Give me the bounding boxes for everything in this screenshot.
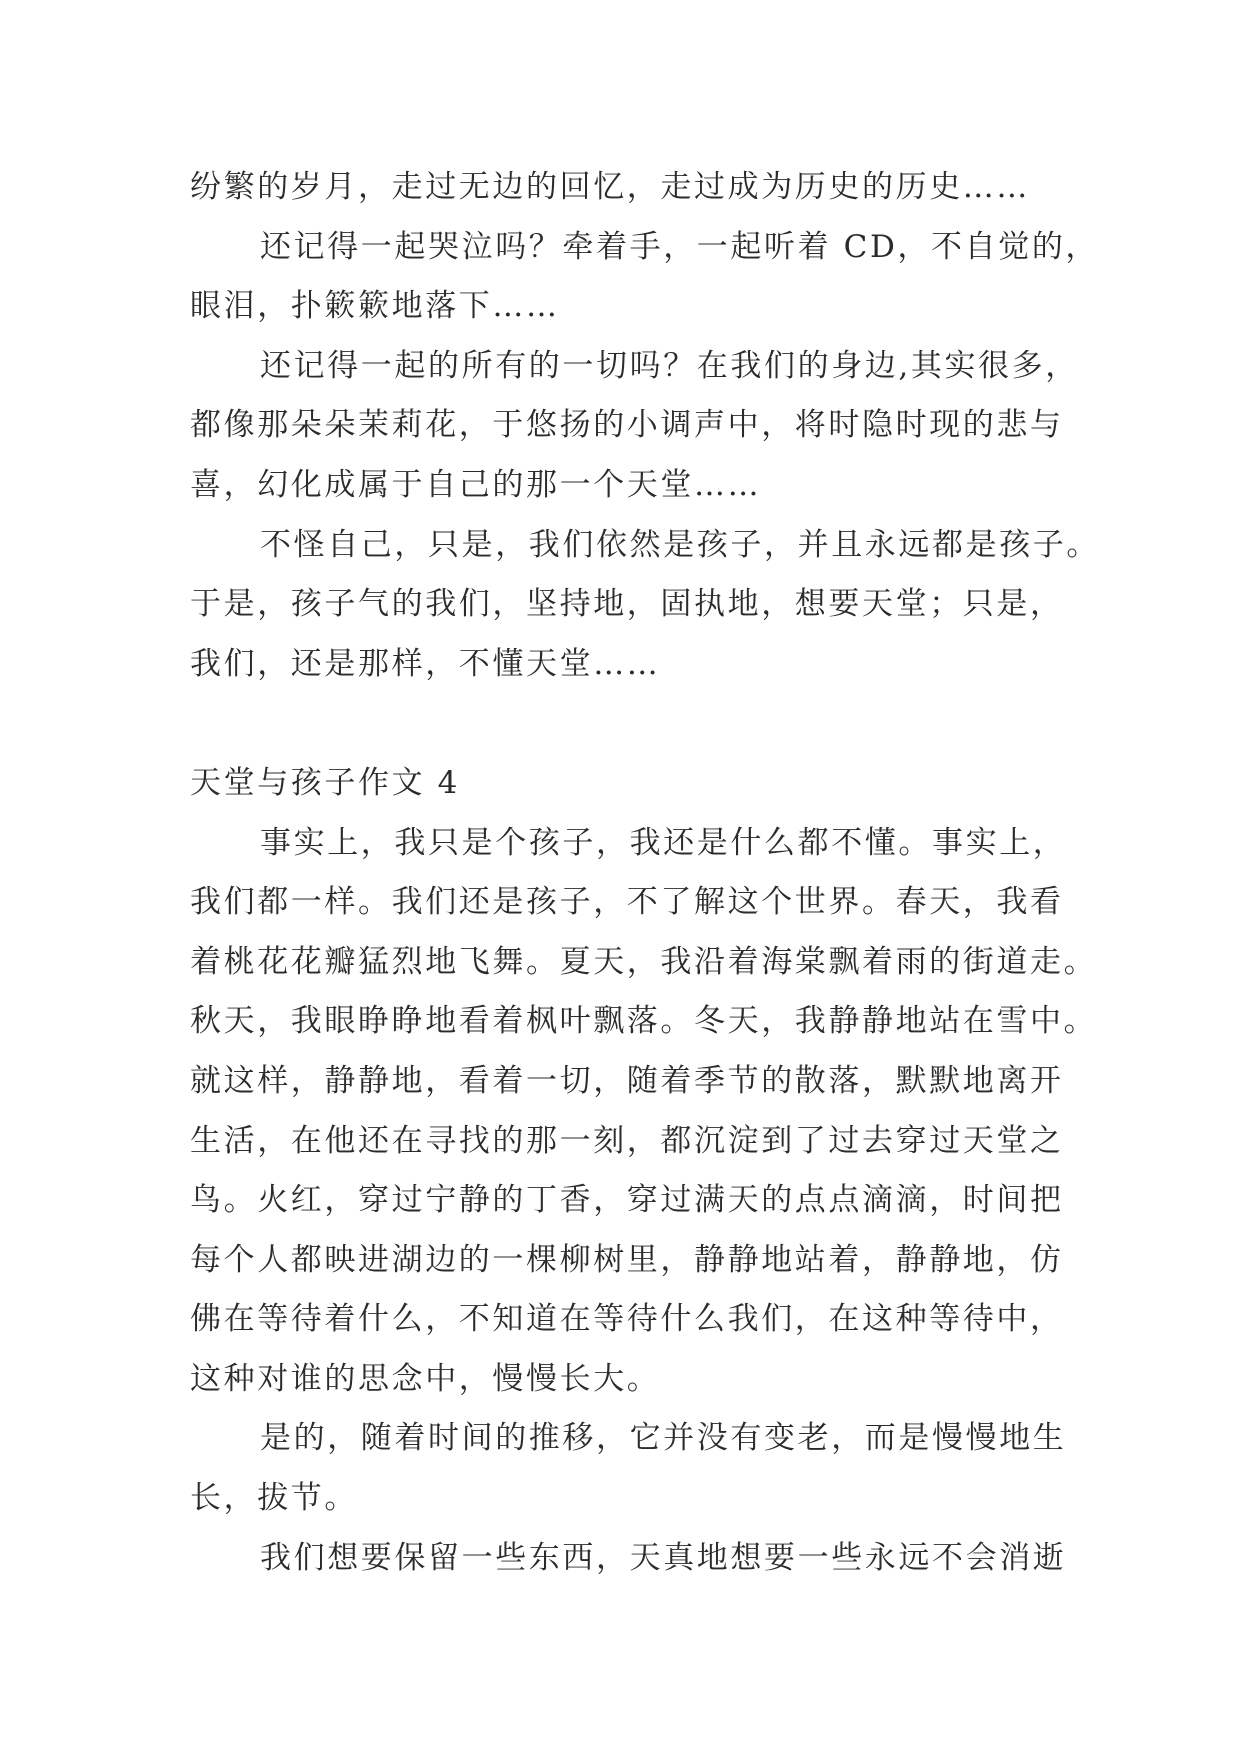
paragraph-line: 我们想要保留一些东西，天真地想要一些永远不会消逝 — [260, 1539, 1067, 1576]
paragraph-line: 长，拔节。 — [190, 1480, 358, 1517]
paragraph-line: 是的，随着时间的推移，它并没有变老，而是慢慢地生 — [260, 1420, 1067, 1457]
paragraph-line: 事实上，我只是个孩子，我还是什么都不懂。事实上， — [260, 824, 1067, 861]
paragraph-line: 还记得一起哭泣吗？牵着手，一起听着 CD，不自觉的， — [260, 228, 1100, 265]
paragraph-line: 着桃花花瓣猛烈地飞舞。夏天，我沿着海棠飘着雨的街道走。 — [190, 943, 1098, 980]
paragraph-line: 我们都一样。我们还是孩子，不了解这个世界。春天，我看 — [190, 884, 1064, 921]
paragraph-line: 每个人都映进湖边的一棵柳树里，静静地站着，静静地，仿 — [190, 1241, 1064, 1278]
paragraph-line: 都像那朵朵茉莉花，于悠扬的小调声中，将时隐时现的悲与 — [190, 407, 1064, 444]
paragraph-line: 就这样，静静地，看着一切，随着季节的散落，默默地离开 — [190, 1062, 1064, 1099]
paragraph-line: 这种对谁的思念中，慢慢长大。 — [190, 1360, 661, 1397]
paragraph-line: 不怪自己，只是，我们依然是孩子，并且永远都是孩子。 — [260, 526, 1100, 563]
paragraph-line: 我们，还是那样，不懂天堂…… — [190, 645, 661, 682]
paragraph-line: 生活，在他还在寻找的那一刻，都沉淀到了过去穿过天堂之 — [190, 1122, 1064, 1159]
paragraph-line: 鸟。火红，穿过宁静的丁香，穿过满天的点点滴滴，时间把 — [190, 1182, 1064, 1219]
paragraph-line: 于是，孩子气的我们，坚持地，固执地，想要天堂；只是， — [190, 586, 1064, 623]
paragraph-line: 纷繁的岁月，走过无边的回忆，走过成为历史的历史…… — [190, 169, 1030, 205]
paragraph-line: 还记得一起的所有的一切吗？在我们的身边,其实很多， — [260, 347, 1079, 384]
document-page — [190, 158, 1100, 1588]
paragraph-line: 喜，幻化成属于自己的那一个天堂…… — [190, 466, 762, 503]
section-title: 天堂与孩子作文 4 — [190, 764, 460, 801]
section-spacer — [190, 694, 1070, 754]
paragraph-line: 秋天，我眼睁睁地看着枫叶飘落。冬天，我静静地站在雪中。 — [190, 1003, 1098, 1040]
paragraph-line: 眼泪，扑簌簌地落下…… — [190, 288, 560, 325]
paragraph-line: 佛在等待着什么，不知道在等待什么我们，在这种等待中， — [190, 1301, 1064, 1338]
